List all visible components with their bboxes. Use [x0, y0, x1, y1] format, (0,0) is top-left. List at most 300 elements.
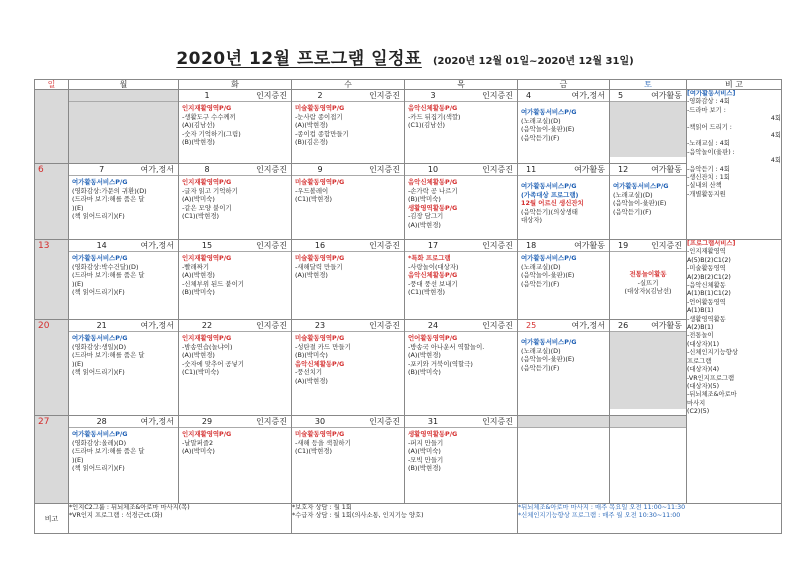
header-wed: 수 [292, 80, 405, 90]
day-category: 인지증진 [482, 165, 513, 174]
day-cell [405, 320, 518, 416]
day-number: 29 [201, 417, 213, 426]
day-programs [179, 176, 291, 221]
program-line: (B)(김은경) [295, 138, 328, 147]
day-cell [69, 320, 179, 416]
program-line: (음악듣기)(F) [521, 279, 560, 288]
day-programs [69, 332, 178, 377]
day-header [518, 240, 609, 252]
day-number: 3 [430, 91, 436, 100]
day-header [292, 90, 404, 102]
notes-line: 4회 [770, 115, 781, 123]
day-header [69, 164, 178, 176]
program-line: -새해달력 만들기 [295, 262, 343, 271]
program-line: -퍼지 만들기 [408, 438, 444, 447]
day-programs [405, 252, 517, 297]
program-line: (노래교실)(D) [613, 190, 653, 199]
calendar-header-row [35, 80, 782, 90]
footer-line: *수급자 상담 : 월 1회(의사소통, 인지기능 양호) [292, 512, 424, 519]
day-programs [610, 409, 686, 415]
program-line: )(E) [72, 203, 84, 212]
program-line: 여가활동서비스P/G [72, 178, 128, 186]
program-line: -포키와 거북이(역할극) [408, 359, 473, 368]
empty-day-area [610, 102, 686, 157]
program-line: (음악듣기)(F) [521, 133, 560, 142]
program-line: -김장 담그기 [408, 212, 444, 221]
notes-line: A(2)B(1) [687, 324, 714, 332]
day-category: 인지증진 [369, 417, 400, 426]
notes-line: -음악신체활동 [687, 282, 726, 290]
notes-line: -음악듣기 : 4회 [687, 165, 730, 173]
program-line: (책 읽어드리기)(F) [72, 464, 125, 473]
program-line: (가족대상 프로그램) [521, 190, 579, 199]
day-category: 인지증진 [256, 241, 287, 250]
program-line: (C1)(박현경) [408, 288, 446, 297]
program-line: -손가락 공 나르기 [408, 186, 458, 195]
notes-line: -VR인지프로그램 [687, 374, 735, 382]
program-line: 전통놀이활동 [629, 270, 667, 278]
program-line: 여가활동서비스P/G [521, 254, 577, 262]
program-line: -숫자에 맞추어 공넣기 [182, 359, 244, 368]
program-line: *특화 프로그램 [408, 254, 451, 262]
day-cell [405, 416, 518, 504]
program-line: (A)(박미숙) [182, 447, 215, 456]
day-programs [69, 176, 178, 221]
day-cell [292, 240, 405, 320]
day-programs [518, 102, 609, 142]
day-number: 15 [201, 241, 213, 250]
day-header [179, 416, 291, 428]
notes-line: -언어활동영역 [687, 298, 726, 306]
program-line: 여가활동서비스P/G [613, 182, 669, 190]
program-line: 인지재활영역P/G [182, 430, 232, 438]
program-line: (영화감상:박수건달)(D) [72, 262, 139, 271]
program-line: 인지재활영역P/G [182, 334, 232, 342]
program-line: -풍선치기 [295, 368, 322, 377]
day-number: 25 [526, 321, 537, 330]
notes-line: -실내외 산책 [687, 182, 722, 190]
program-line: (A)(박미숙) [408, 447, 441, 456]
day-cell [69, 240, 179, 320]
calendar-week-row [35, 164, 782, 240]
day-header [405, 416, 517, 428]
day-number: 11 [526, 165, 537, 174]
sunday-date: 6 [38, 165, 44, 175]
day-header [405, 240, 517, 252]
day-number: 14 [96, 241, 107, 250]
header-sat: 토 [610, 80, 687, 90]
day-category: 여가,정서 [571, 321, 605, 330]
footer-line: *인지C2그룹 : 뒤뇌체조&아로마 마사지(목) [69, 504, 190, 511]
program-line: (A)(박현경) [408, 351, 441, 360]
day-programs [518, 332, 609, 372]
program-line: -빨래짜기 [182, 262, 209, 271]
program-line: (A)(박현경) [295, 271, 328, 280]
program-line: (영화감상:가문의 귀환)(D) [72, 186, 147, 195]
program-line: -모빅 만들기 [408, 455, 444, 464]
day-programs [610, 157, 686, 163]
day-cell [610, 320, 687, 416]
header-fri: 금 [518, 80, 610, 90]
notes-line: -노래교실 : 4회 [687, 140, 730, 148]
sunday-cell [35, 240, 69, 320]
program-line: 음악신체활동P/G [408, 271, 458, 280]
calendar-week-row [35, 240, 782, 320]
program-line: 음악신체활동P/G [408, 178, 458, 186]
program-line: (B)(박현경) [182, 138, 215, 147]
program-line: )(E) [72, 279, 84, 288]
day-cell [179, 164, 292, 240]
day-number: 21 [96, 321, 107, 330]
day-cell [405, 240, 518, 320]
program-line: -눈사람 종이접기 [295, 112, 343, 121]
day-cell [179, 90, 292, 164]
day-header [518, 416, 609, 428]
notes-line: -음악놀이(윷판) : [687, 148, 735, 156]
sunday-date: 13 [38, 241, 50, 251]
day-header [610, 240, 686, 252]
program-line: -우드볼레이 [295, 186, 329, 195]
program-line: (영화감상:생일)(D) [72, 342, 127, 351]
day-programs [179, 428, 291, 456]
day-cell [179, 416, 292, 504]
day-header [179, 240, 291, 252]
day-header [518, 164, 609, 176]
day-category: 인지증진 [651, 241, 682, 250]
program-line: 인지재활영역P/G [182, 254, 232, 262]
program-line: (노래교실)(D) [521, 116, 561, 125]
calendar-table [34, 79, 782, 534]
sunday-date: 27 [38, 417, 50, 427]
day-cell [610, 240, 687, 320]
program-line: 인지재활영역P/G [182, 178, 232, 186]
program-line: (A)(김남선) [182, 121, 215, 130]
day-cell [69, 164, 179, 240]
day-header [292, 320, 404, 332]
day-category: 인지증진 [256, 417, 287, 426]
day-programs [292, 428, 404, 456]
program-line: -실뜨기 [637, 278, 659, 287]
program-line: 여가활동서비스P/G [72, 430, 128, 438]
empty-day-area [610, 332, 686, 409]
program-line: (음악놀이-윷판)(E) [521, 355, 575, 364]
day-number: 23 [314, 321, 326, 330]
day-category: 여가활동 [651, 91, 682, 100]
notes-line: (대상자)(1) [687, 340, 720, 348]
day-header [610, 416, 686, 428]
program-line: (A)(박현경) [295, 121, 328, 130]
day-number: 31 [427, 417, 439, 426]
footer-line: *VR인지 프로그램 : 석경근ct.(화) [69, 512, 163, 519]
day-header [179, 320, 291, 332]
program-line: 미술활동영역P/G [295, 178, 345, 186]
program-line: 미술활동영역P/G [295, 334, 345, 342]
program-line: 대상자) [521, 216, 543, 225]
day-cell [610, 90, 687, 164]
program-line: -성탄절 카드 만들기 [295, 342, 351, 351]
program-line: 미술활동영역P/G [295, 254, 345, 262]
day-programs [405, 176, 517, 230]
day-number: 5 [618, 91, 624, 100]
program-line: (C1)(박현경) [295, 195, 333, 204]
program-line: 음악신체활동P/G [295, 359, 345, 368]
footer-line: *뒤뇌체조&아로마 마사지 : 매주 목요일 오전 11:00~11:30 [518, 504, 686, 511]
notes-line: -전통놀이 [687, 332, 714, 340]
footer-note-2 [292, 504, 518, 534]
day-number: 10 [427, 165, 439, 174]
sunday-cell [35, 164, 69, 240]
notes-line: [여가활동서비스] [687, 90, 736, 97]
program-line: (드라마 보기:해를 품은 달 [72, 195, 145, 204]
day-cell [518, 320, 610, 416]
notes-line: A(2)B(2)C1(2) [687, 273, 731, 281]
notes-line: 프로그램 [687, 357, 712, 365]
notes-summary-programs [687, 240, 782, 504]
program-line: (A)(박현경) [182, 271, 215, 280]
footer-note-3 [518, 504, 782, 534]
day-header [292, 164, 404, 176]
program-line: -글자 읽고 기억하기 [182, 186, 238, 195]
program-line: (대상자)(김남선) [624, 287, 672, 296]
day-cell [179, 240, 292, 320]
day-number: 2 [317, 91, 323, 100]
day-category: 여가,정서 [140, 165, 174, 174]
footer-note-1 [69, 504, 292, 534]
calendar-week-row [35, 90, 782, 164]
day-programs [179, 332, 291, 377]
day-cell [292, 320, 405, 416]
day-cell [518, 240, 610, 320]
day-programs [405, 428, 517, 473]
program-line: (B)(박미숙) [295, 351, 328, 360]
program-line: -새해 등을 색칠하기 [295, 438, 351, 447]
day-programs [292, 252, 404, 280]
sunday-date: 20 [38, 321, 50, 331]
notes-line: A(1)B(1) [687, 307, 714, 315]
program-line: 여가활동서비스P/G [521, 182, 577, 190]
notes-line: A(5)B(2)C1(2) [687, 256, 731, 264]
day-header [610, 320, 686, 332]
program-line: (드라마 보기:해를 품은 달 [72, 271, 145, 280]
day-programs [405, 102, 517, 130]
calendar-week-row [35, 416, 782, 504]
day-category: 인지증진 [369, 241, 400, 250]
program-line: (책 읽어드리기)(F) [72, 212, 125, 221]
notes-line: -책읽어 드리기 : [687, 123, 732, 131]
day-programs [292, 176, 404, 204]
day-number: 12 [618, 165, 629, 174]
day-category: 여가,정서 [140, 241, 174, 250]
day-programs [179, 102, 291, 147]
day-category: 여가,정서 [140, 417, 174, 426]
program-line: 여가활동서비스P/G [521, 338, 577, 346]
day-number: 26 [618, 321, 629, 330]
program-line: -사랑놀이(대상자) [408, 262, 459, 271]
notes-line: -인지재활영역 [687, 248, 726, 256]
program-line: (B)(박현경) [408, 464, 441, 473]
day-header [69, 90, 178, 102]
program-line: (노래교실)(D) [521, 346, 561, 355]
program-line: (B)(박미숙) [408, 195, 441, 204]
day-category: 여가활동 [574, 165, 605, 174]
program-line: (A)(박미숙) [182, 195, 215, 204]
program-line: (음악듣기)(의상생태 [521, 207, 578, 216]
day-number: 8 [204, 165, 210, 174]
day-category: 인지증진 [482, 241, 513, 250]
day-programs [292, 332, 404, 386]
day-header [69, 320, 178, 332]
program-line: 여가활동서비스P/G [521, 108, 577, 116]
day-number: 24 [427, 321, 439, 330]
notes-summary-leisure [687, 90, 782, 240]
document-title-block [0, 44, 810, 69]
sunday-cell [35, 320, 69, 416]
program-line: (음악듣기)(F) [521, 363, 560, 372]
program-line: 12월 어르신 생신잔치 [521, 199, 584, 208]
day-category: 인지증진 [256, 165, 287, 174]
program-line: (C1)(박현경) [182, 212, 220, 221]
program-line: 여가활동서비스P/G [72, 254, 128, 262]
day-programs [518, 428, 609, 434]
program-line: -날말퍼즐2 [182, 438, 214, 447]
program-line: 언어활동영역P/G [408, 334, 458, 342]
program-line: -종이컵 종합만들기 [295, 129, 349, 138]
day-category: 인지증진 [369, 321, 400, 330]
day-programs [610, 176, 686, 216]
program-line: 음악신체활동P/G [408, 104, 458, 112]
day-cell [179, 320, 292, 416]
day-cell [518, 164, 610, 240]
program-line: 여가활동서비스P/G [72, 334, 128, 342]
day-cell [69, 90, 179, 164]
notes-line: (대상자)(5) [687, 382, 720, 390]
notes-line: -생활영역활동 [687, 315, 726, 323]
day-category: 인지증진 [482, 321, 513, 330]
day-number: 17 [427, 241, 439, 250]
day-programs [518, 252, 609, 288]
day-category: 여가,정서 [571, 91, 605, 100]
notes-line: -생신잔치 : 1회 [687, 174, 730, 182]
notes-line: (C2)(5) [687, 408, 710, 416]
day-programs [69, 428, 178, 473]
sunday-cell [35, 90, 69, 164]
day-number: 22 [201, 321, 213, 330]
day-programs [292, 102, 404, 147]
day-header [405, 320, 517, 332]
day-header [69, 416, 178, 428]
program-line: (노래교실)(D) [521, 262, 561, 271]
day-cell [69, 416, 179, 504]
program-line: (B)(박미숙) [408, 368, 441, 377]
day-category: 인지증진 [369, 91, 400, 100]
day-category: 여가활동 [651, 165, 682, 174]
footer-line: *신체인지기능향상 프로그램 : 매주 월 오전 10:30~11:00 [518, 512, 681, 519]
day-cell [292, 416, 405, 504]
day-cell [518, 416, 610, 504]
day-number: 4 [526, 91, 532, 100]
program-line: 미술활동영역P/G [295, 104, 345, 112]
program-line: (A)(박현경) [182, 351, 215, 360]
program-line: (드라마 보기:해를 품은 달 [72, 351, 145, 360]
day-cell [405, 164, 518, 240]
program-line: (음악듣기)(F) [613, 207, 652, 216]
day-header [405, 164, 517, 176]
program-line: (음악놀이-윷판)(E) [613, 199, 667, 208]
notes-line: -미술활동영역 [687, 265, 726, 273]
day-programs [518, 176, 609, 225]
notes-line: -뒤뇌체조&아로마 [687, 391, 737, 399]
notes-line: [프로그램서비스] [687, 240, 736, 247]
day-programs [610, 252, 686, 296]
program-line: 인지재활영역P/G [182, 104, 232, 112]
day-category: 여가활동 [574, 241, 605, 250]
day-programs [69, 252, 178, 297]
program-line: 미술활동영역P/G [295, 430, 345, 438]
program-line: 생활영역활동P/G [408, 430, 458, 438]
notes-line: -드라마 보기 : [687, 106, 726, 114]
header-thu: 목 [405, 80, 518, 90]
day-category: 인지증진 [482, 417, 513, 426]
program-line: (음악놀이-윷판)(E) [521, 271, 575, 280]
day-header [610, 164, 686, 176]
program-line: (A)(박현경) [408, 220, 441, 229]
program-line: -풍대 풍선 보내기 [408, 279, 458, 288]
footer-line: *보호자 상담 : 월 1회 [292, 504, 352, 511]
page-subtitle: (2020년 12월 01일~2020년 12월 31일) [432, 56, 634, 67]
notes-line: A(1)B(1)C1(2) [687, 290, 731, 298]
program-line: -신체부위 된드 붙이기 [182, 279, 244, 288]
day-category: 여가,정서 [140, 321, 174, 330]
day-header [69, 240, 178, 252]
calendar-week-row [35, 320, 782, 416]
notes-line: (대상자)(4) [687, 366, 720, 374]
day-number: 30 [314, 417, 326, 426]
program-line: (B)(박미숙) [182, 288, 215, 297]
program-line: (A)(박현경) [295, 376, 328, 385]
header-tue: 화 [179, 80, 292, 90]
day-programs [69, 102, 178, 104]
program-line: 생활영역활동P/G [408, 203, 458, 212]
day-cell [292, 90, 405, 164]
day-number: 19 [618, 241, 629, 250]
program-line: -숫자 기억하기(그림) [182, 129, 241, 138]
header-sun: 일 [35, 80, 69, 90]
program-line: -밤송연습(놀냐이) [182, 342, 233, 351]
day-number: 7 [99, 165, 105, 174]
day-cell [292, 164, 405, 240]
sunday-cell [35, 416, 69, 504]
program-line: (책 읽어드리기)(F) [72, 368, 125, 377]
header-notes: 비 고 [687, 80, 782, 90]
day-number: 18 [526, 241, 537, 250]
program-line: -카드 뒤집기(색깔) [408, 112, 461, 121]
day-cell [405, 90, 518, 164]
day-cell [610, 416, 687, 504]
day-category: 인지증진 [256, 321, 287, 330]
program-line: (C1)(박현경) [295, 447, 333, 456]
program-line: (음악놀이-윷판)(E) [521, 125, 575, 134]
program-line: (드라마 보기:해를 품은 달 [72, 447, 145, 456]
page-title: 2020년 12월 프로그램 일정표 [176, 49, 422, 69]
program-line: (영화감상:올레)(D) [72, 438, 127, 447]
program-line: )(E) [72, 455, 84, 464]
day-category: 인지증진 [256, 91, 287, 100]
program-line: (C1)(김남선) [408, 121, 446, 130]
day-programs [179, 252, 291, 297]
day-header [179, 90, 291, 102]
footer-label: 비고 [35, 504, 69, 534]
day-category: 인지증진 [482, 91, 513, 100]
